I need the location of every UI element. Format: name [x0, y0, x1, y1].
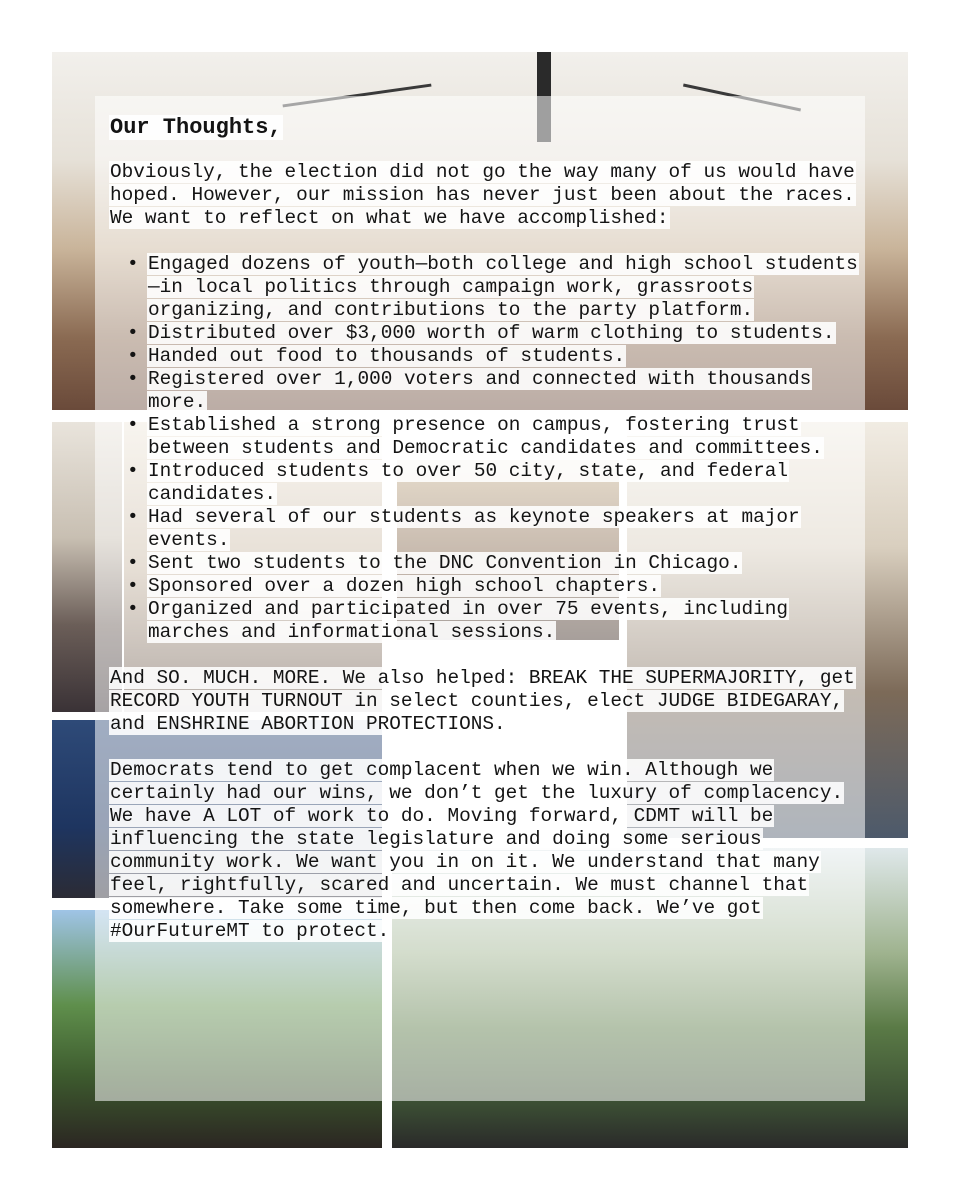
list-item: • Sponsored over a dozen high school chapters.: [147, 575, 859, 598]
list-item: • Established a strong presence on campus, fostering trust between students and Democratic candidates and committees.: [147, 414, 859, 460]
list-item: • Handed out food to thousands of students.: [147, 345, 859, 368]
accomplishments-list: [109, 253, 859, 644]
spacer: [109, 644, 859, 667]
spacer: [109, 736, 859, 759]
more-paragraph: And SO. MUCH. MORE. We also helped: BREAK THE SUPERMAJORITY, get RECORD YOUTH TURNOUT in select counties, elect JUDGE BIDEGARAY, and ENSHRINE ABORTION PROTECTIONS.: [110, 667, 855, 735]
intro-paragraph: Obviously, the election did not go the way many of us would have hoped. However, our mission has never just been about the races. We want to reflect on what we have accomplished:: [110, 161, 855, 229]
list-item: • Registered over 1,000 voters and connected with thousands more.: [147, 368, 859, 414]
page-title: Our Thoughts,: [110, 115, 282, 140]
list-item: • Had several of our students as keynote speakers at major events.: [147, 506, 859, 552]
list-item: • Engaged dozens of youth—both college and high school students—in local politics through campaign work, grassroots organizing, and contributions to the party platform.: [147, 253, 859, 322]
letter-content: [109, 113, 859, 943]
list-item: • Organized and participated in over 75 events, including marches and informational sessions.: [147, 598, 859, 644]
list-item: • Distributed over $3,000 worth of warm clothing to students.: [147, 322, 859, 345]
list-item: • Sent two students to the DNC Convention in Chicago.: [147, 552, 859, 575]
spacer: [109, 230, 859, 253]
closing-paragraph: Democrats tend to get complacent when we win. Although we certainly had our wins, we don’t get the luxury of complacency. We have A LOT of work to do. Moving forward, CDMT will be influencing the state legislature and doing some serious community work. We want you in on it. We understand that many feel, rightfully, scared and uncertain. We must channel that somewhere. Take some time, but then come back. We’ve got #OurFutureMT to protect.: [110, 759, 844, 942]
list-item: • Introduced students to over 50 city, state, and federal candidates.: [147, 460, 859, 506]
